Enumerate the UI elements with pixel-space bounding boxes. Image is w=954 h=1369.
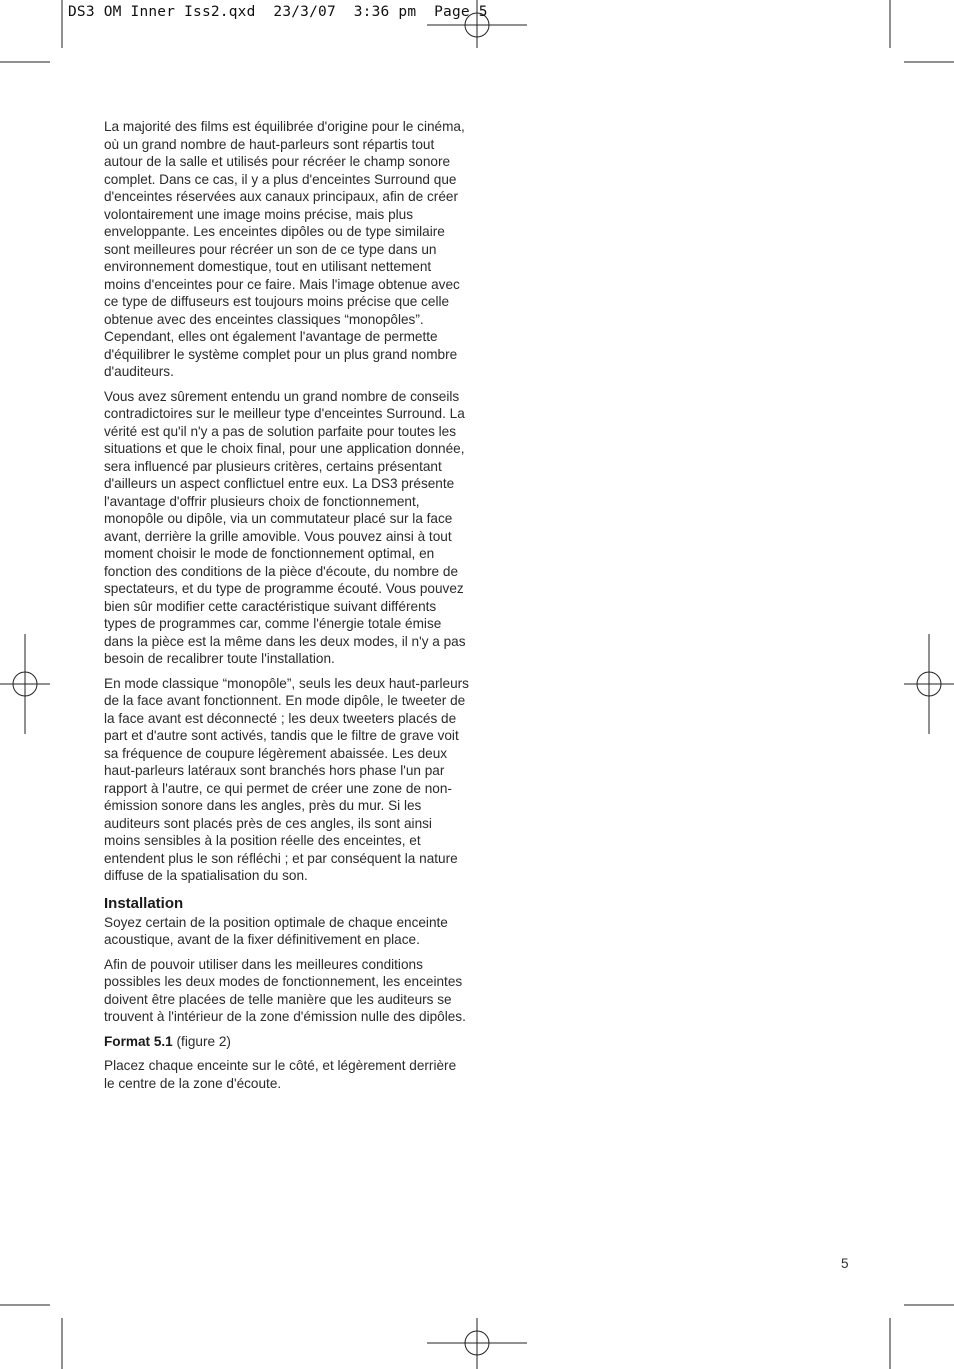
page-number: 5: [841, 1256, 849, 1271]
format-subheading: [104, 1033, 470, 1051]
body-text-column: [104, 118, 470, 1099]
paragraph-film-mixing: La majorité des films est équilibrée d'origine pour le cinéma, où un grand nombre de haut-parleurs sont répartis tout autour de la salle et utilisés pour récréer le champ sonore complet. Dans ce cas, il y a plus d'enceintes Surround que d'enceintes réservées aux canaux principaux, afin de créer volontairement une image moins précise, mais plus enveloppante. Les enceintes dipôles ou de type similaire sont meilleures pour récréer un son de ce type dans un environnement domestique, tout en utilisant nettement moins d'enceintes pour ce faire. Mais l'image obtenue avec ce type de diffuseurs est toujours moins précise que celle obtenue avec des enceintes classiques “monopôles”. Cependant, elles ont également l'avantage de permette d'équilibrer le système complet pour un plus grand nombre d'auditeurs.: [104, 119, 465, 379]
paragraph-surround-advice: Vous avez sûrement entendu un grand nombre de conseils contradictoires sur le meilleur type d'enceintes Surround. La vérité est qu'il n'y a pas de solution parfaite pour toutes les situations et que le choix final, pour une application donnée, sera influencé par plusieurs critères, certains présentant d'ailleurs un aspect conflictuel entre eux. La DS3 présente l'avantage d'offrir plusieurs choix de fonctionnement, monopôle ou dipôle, via un commutateur placé sur la face avant, derrière la grille amovible. Vous pouvez ainsi à tout moment choisir le mode de fonctionnement optimal, en fonction des conditions de la pièce d'écoute, du nombre de spectateurs, et du type de programme écouté. Vous pouvez bien sûr modifier cette caractéristique suivant différents types de programmes car, comme l'énergie totale émise dans la pièce est la même dans les deux modes, il n'y a pas besoin de recalibrer toute l'installation.: [104, 388, 466, 666]
paragraph-position: Soyez certain de la position optimale de chaque enceinte acoustique, avant de la fixer définitivement en place.: [104, 914, 448, 947]
registration-mark-bottom: [427, 1318, 527, 1369]
registration-mark-right: [904, 634, 954, 734]
format-label: Format 5.1: [104, 1033, 173, 1049]
paragraph-format-5-1: Placez chaque enceinte sur le côté, et légèrement derrière le centre de la zone d'écoute.: [104, 1058, 457, 1091]
figure-reference: (figure 2): [172, 1033, 231, 1049]
paragraph-modes: En mode classique “monopôle”, seuls les deux haut-parleurs de la face avant fonctionnent. En mode dipôle, le tweeter de la face avant est déconnecté ; les deux tweeters placés de part et d'autre sont activés, tandis que le filtre de grave voit sa fréquence de coupure légèrement abaissée. Les deux haut-parleurs latéraux sont branchés hors phase l'un par rapport à l'autre, ce qui permet de créer une zone de non-émission sonore dans les angles, près du mur. Si les auditeurs sont placés près de ces angles, ils sont ainsi moins sensibles à la position réelle des enceintes, et entendent plus le son réfléchi ; et par conséquent la nature diffuse de la spatialisation du son.: [104, 675, 469, 883]
registration-mark-left: [0, 634, 50, 734]
paragraph-placement: Afin de pouvoir utiliser dans les meilleures conditions possibles les deux modes de fonctionnement, les enceintes doivent être placées de telle manière que les auditeurs se trouvent à l'intérieur de la zone d'émission nulle des dipôles.: [104, 956, 466, 1024]
print-slug-line: DS3 OM Inner Iss2.qxd 23/3/07 3:36 pm Page 5: [68, 4, 488, 20]
heading-installation: Installation: [104, 894, 184, 912]
